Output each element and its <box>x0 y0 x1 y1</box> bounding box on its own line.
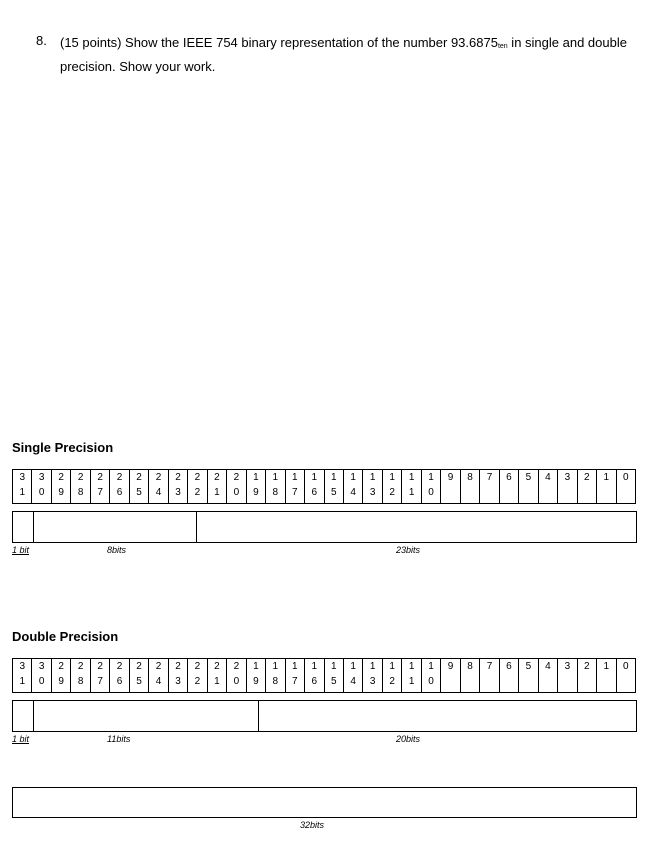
double-bit-digit: 2 <box>389 676 395 687</box>
single-bit-digit: 2 <box>584 472 590 483</box>
single-bit-digit: 3 <box>175 487 181 498</box>
single-bit-digit: 2 <box>194 487 201 498</box>
single-bit-digit: 9 <box>447 472 454 483</box>
double-bit-cell <box>363 659 382 693</box>
single-bit-digit: 2 <box>194 472 201 483</box>
single-bit-cell <box>460 470 479 504</box>
double-bit-cell <box>32 659 51 693</box>
double-bit-cell <box>168 659 187 693</box>
single-bit-digit: 6 <box>311 487 318 498</box>
double-bit-digit: 9 <box>447 661 454 672</box>
double-bit-digit: 4 <box>545 661 551 672</box>
double-bit-cell <box>480 659 499 693</box>
double-bit-digit: 1 <box>311 661 318 672</box>
double-bit-cell <box>597 659 616 693</box>
double-bit-cell <box>129 659 148 693</box>
single-bit-digit: 1 <box>350 472 356 483</box>
single-bit-cell <box>149 470 168 504</box>
double-bit-cell <box>441 659 460 693</box>
question-text <box>60 33 640 77</box>
double-bit-cell <box>13 659 32 693</box>
single-bit-digit: 5 <box>525 472 532 483</box>
double-bit-index-row <box>12 658 636 693</box>
question-text-after: in single and double precision. Show your work. <box>60 35 627 74</box>
double-bit-digit: 1 <box>292 661 298 672</box>
double-bit-cell <box>616 659 635 693</box>
single-bit-digit: 2 <box>233 472 240 483</box>
double-bit-cell <box>382 659 401 693</box>
single-bit-digit: 1 <box>330 472 337 483</box>
single-bit-cell <box>519 470 538 504</box>
single-bit-digit: 0 <box>622 472 629 483</box>
double-bit-digit: 1 <box>428 661 434 672</box>
single-bit-cell <box>13 470 32 504</box>
single-bit-digit: 1 <box>253 472 259 483</box>
double-bit-digit: 1 <box>408 661 415 672</box>
double-second-word-field[interactable] <box>12 787 637 818</box>
double-precision-title: Double Precision <box>12 629 119 644</box>
single-bit-digit: 2 <box>136 472 142 483</box>
double-bit-cell <box>285 659 304 693</box>
single-bit-digit: 1 <box>19 487 26 498</box>
single-bit-cell <box>168 470 187 504</box>
single-bit-cell <box>71 470 90 504</box>
double-bit-digit: 1 <box>330 661 337 672</box>
single-bit-cell <box>363 470 382 504</box>
double-bit-digit: 1 <box>408 676 415 687</box>
single-bit-cell <box>266 470 285 504</box>
double-bit-digit: 2 <box>155 661 162 672</box>
double-bit-cell <box>110 659 129 693</box>
single-bit-cell <box>402 470 421 504</box>
single-bit-digit: 3 <box>564 472 571 483</box>
double-fraction-label: 20bits <box>396 734 421 744</box>
double-sign-field[interactable] <box>33 701 34 731</box>
single-bit-digit: 1 <box>272 472 279 483</box>
double-bit-digit: 1 <box>350 661 356 672</box>
double-bit-digit: 6 <box>116 676 123 687</box>
question-number: 8. <box>36 33 47 48</box>
double-bit-cell <box>51 659 70 693</box>
single-bit-digit: 3 <box>369 487 376 498</box>
double-bit-digit: 7 <box>486 661 493 672</box>
double-bit-digit: 8 <box>272 676 279 687</box>
double-bit-cell <box>343 659 362 693</box>
double-bit-digit: 2 <box>584 661 590 672</box>
double-bit-cell <box>71 659 90 693</box>
single-bit-cell <box>110 470 129 504</box>
double-bit-cell <box>90 659 109 693</box>
double-bit-digit: 3 <box>38 661 45 672</box>
double-bit-digit: 1 <box>253 661 259 672</box>
double-fields-row <box>12 700 637 732</box>
second-word-label: 32bits <box>300 820 325 830</box>
single-bit-digit: 7 <box>486 472 493 483</box>
double-bit-digit: 7 <box>292 676 298 687</box>
single-bit-digit: 1 <box>603 472 610 483</box>
single-bit-cell <box>480 470 499 504</box>
double-sign-label: 1 bit <box>12 734 30 744</box>
double-bit-cell <box>519 659 538 693</box>
single-bit-cell <box>499 470 518 504</box>
single-sign-field[interactable] <box>33 512 34 542</box>
single-bit-cell <box>129 470 148 504</box>
single-bit-digit: 8 <box>77 487 84 498</box>
double-bit-cell <box>460 659 479 693</box>
double-bit-digit: 5 <box>136 676 142 687</box>
double-bit-digit: 2 <box>214 661 220 672</box>
single-bit-cell <box>538 470 557 504</box>
double-bit-cell <box>149 659 168 693</box>
double-bit-digit: 2 <box>136 661 142 672</box>
double-bit-digit: 7 <box>97 676 103 687</box>
double-bit-digit: 3 <box>564 661 571 672</box>
single-bit-cell <box>227 470 246 504</box>
double-bit-digit: 2 <box>194 676 201 687</box>
double-bit-digit: 2 <box>77 661 84 672</box>
single-bit-digit: 9 <box>58 487 64 498</box>
single-bit-cell <box>90 470 109 504</box>
double-bit-digit: 1 <box>603 661 610 672</box>
double-bit-digit: 6 <box>311 676 318 687</box>
single-bit-cell <box>382 470 401 504</box>
double-exponent-field[interactable] <box>258 701 259 731</box>
double-bit-digit: 2 <box>233 661 240 672</box>
double-bit-cell <box>577 659 596 693</box>
double-bit-cell <box>188 659 207 693</box>
single-bit-digit: 0 <box>428 487 434 498</box>
single-bit-digit: 2 <box>389 487 395 498</box>
double-bit-digit: 2 <box>97 661 103 672</box>
single-bit-digit: 9 <box>253 487 259 498</box>
single-precision-title: Single Precision <box>12 440 114 455</box>
double-bit-cell <box>402 659 421 693</box>
single-bit-digit: 5 <box>330 487 337 498</box>
single-bit-cell <box>207 470 226 504</box>
double-bit-cell <box>266 659 285 693</box>
question-points: (15 points) <box>60 35 122 50</box>
single-bit-cell <box>305 470 324 504</box>
double-bit-digit: 4 <box>155 676 162 687</box>
single-sign-label: 1 bit <box>12 545 30 555</box>
single-bit-cell <box>577 470 596 504</box>
single-exponent-field[interactable] <box>196 512 197 542</box>
single-bit-digit: 3 <box>38 472 45 483</box>
single-bit-digit: 4 <box>545 472 551 483</box>
single-bit-digit: 2 <box>77 472 84 483</box>
double-bit-digit: 2 <box>116 661 123 672</box>
double-bit-digit: 1 <box>214 676 220 687</box>
single-bit-digit: 2 <box>116 472 123 483</box>
single-exponent-label: 8bits <box>107 545 127 555</box>
single-bit-digit: 1 <box>214 487 220 498</box>
single-bit-cell <box>32 470 51 504</box>
double-bit-digit: 1 <box>19 676 26 687</box>
double-bit-digit: 5 <box>525 661 532 672</box>
double-bit-cell <box>246 659 265 693</box>
double-bit-cell <box>324 659 343 693</box>
double-bit-digit: 1 <box>389 661 395 672</box>
single-bit-digit: 1 <box>428 472 434 483</box>
single-bit-digit: 1 <box>389 472 395 483</box>
single-bit-digit: 6 <box>506 472 512 483</box>
single-bit-cell <box>285 470 304 504</box>
single-bit-digit: 8 <box>467 472 473 483</box>
double-exponent-label: 11bits <box>107 734 131 744</box>
single-bit-digit: 1 <box>311 472 318 483</box>
single-bit-digit: 4 <box>350 487 356 498</box>
double-bit-cell <box>207 659 226 693</box>
question-subscript: ten <box>497 43 508 50</box>
double-bit-digit: 1 <box>272 661 279 672</box>
double-bit-digit: 3 <box>19 661 26 672</box>
single-bit-digit: 4 <box>155 487 162 498</box>
double-bit-cell <box>499 659 518 693</box>
double-bit-digit: 3 <box>369 676 376 687</box>
double-bit-digit: 2 <box>194 661 201 672</box>
double-bit-cell <box>538 659 557 693</box>
single-bit-digit: 2 <box>97 472 103 483</box>
single-bit-digit: 8 <box>272 487 279 498</box>
single-bit-digit: 1 <box>369 472 376 483</box>
single-bit-digit: 7 <box>292 487 298 498</box>
single-bit-digit: 2 <box>155 472 162 483</box>
single-bit-cell <box>188 470 207 504</box>
single-bit-digit: 0 <box>233 487 240 498</box>
double-bit-digit: 0 <box>428 676 434 687</box>
single-bit-digit: 2 <box>58 472 64 483</box>
single-bit-cell <box>616 470 635 504</box>
question-text-before: Show the IEEE 754 binary representation of the number 93.6875 <box>121 35 498 50</box>
single-bit-cell <box>51 470 70 504</box>
single-bit-cell <box>343 470 362 504</box>
single-bit-digit: 0 <box>38 487 45 498</box>
single-bit-digit: 1 <box>408 487 415 498</box>
double-bit-cell <box>558 659 577 693</box>
double-bit-digit: 6 <box>506 661 512 672</box>
double-bit-digit: 0 <box>233 676 240 687</box>
double-bit-digit: 4 <box>350 676 356 687</box>
double-bit-cell <box>227 659 246 693</box>
single-fraction-label: 23bits <box>396 545 421 555</box>
double-bit-digit: 2 <box>175 661 181 672</box>
single-bit-digit: 1 <box>408 472 415 483</box>
single-bit-digit: 2 <box>214 472 220 483</box>
double-bit-cell <box>305 659 324 693</box>
double-bit-digit: 8 <box>77 676 84 687</box>
single-bit-index-row <box>12 469 636 504</box>
single-bit-digit: 7 <box>97 487 103 498</box>
single-fields-row <box>12 511 637 543</box>
single-bit-cell <box>597 470 616 504</box>
double-bit-digit: 3 <box>175 676 181 687</box>
single-bit-cell <box>421 470 440 504</box>
double-bit-digit: 2 <box>58 661 64 672</box>
double-bit-digit: 9 <box>58 676 64 687</box>
single-bit-digit: 6 <box>116 487 123 498</box>
double-bit-digit: 1 <box>369 661 376 672</box>
single-bit-cell <box>324 470 343 504</box>
double-bit-cell <box>421 659 440 693</box>
double-bit-digit: 8 <box>467 661 473 672</box>
single-bit-cell <box>558 470 577 504</box>
single-bit-digit: 5 <box>136 487 142 498</box>
single-bit-digit: 3 <box>19 472 26 483</box>
single-bit-digit: 2 <box>175 472 181 483</box>
double-bit-digit: 9 <box>253 676 259 687</box>
double-bit-digit: 5 <box>330 676 337 687</box>
double-bit-digit: 0 <box>38 676 45 687</box>
double-bit-digit: 0 <box>622 661 629 672</box>
single-bit-digit: 1 <box>292 472 298 483</box>
single-bit-cell <box>246 470 265 504</box>
single-bit-cell <box>441 470 460 504</box>
